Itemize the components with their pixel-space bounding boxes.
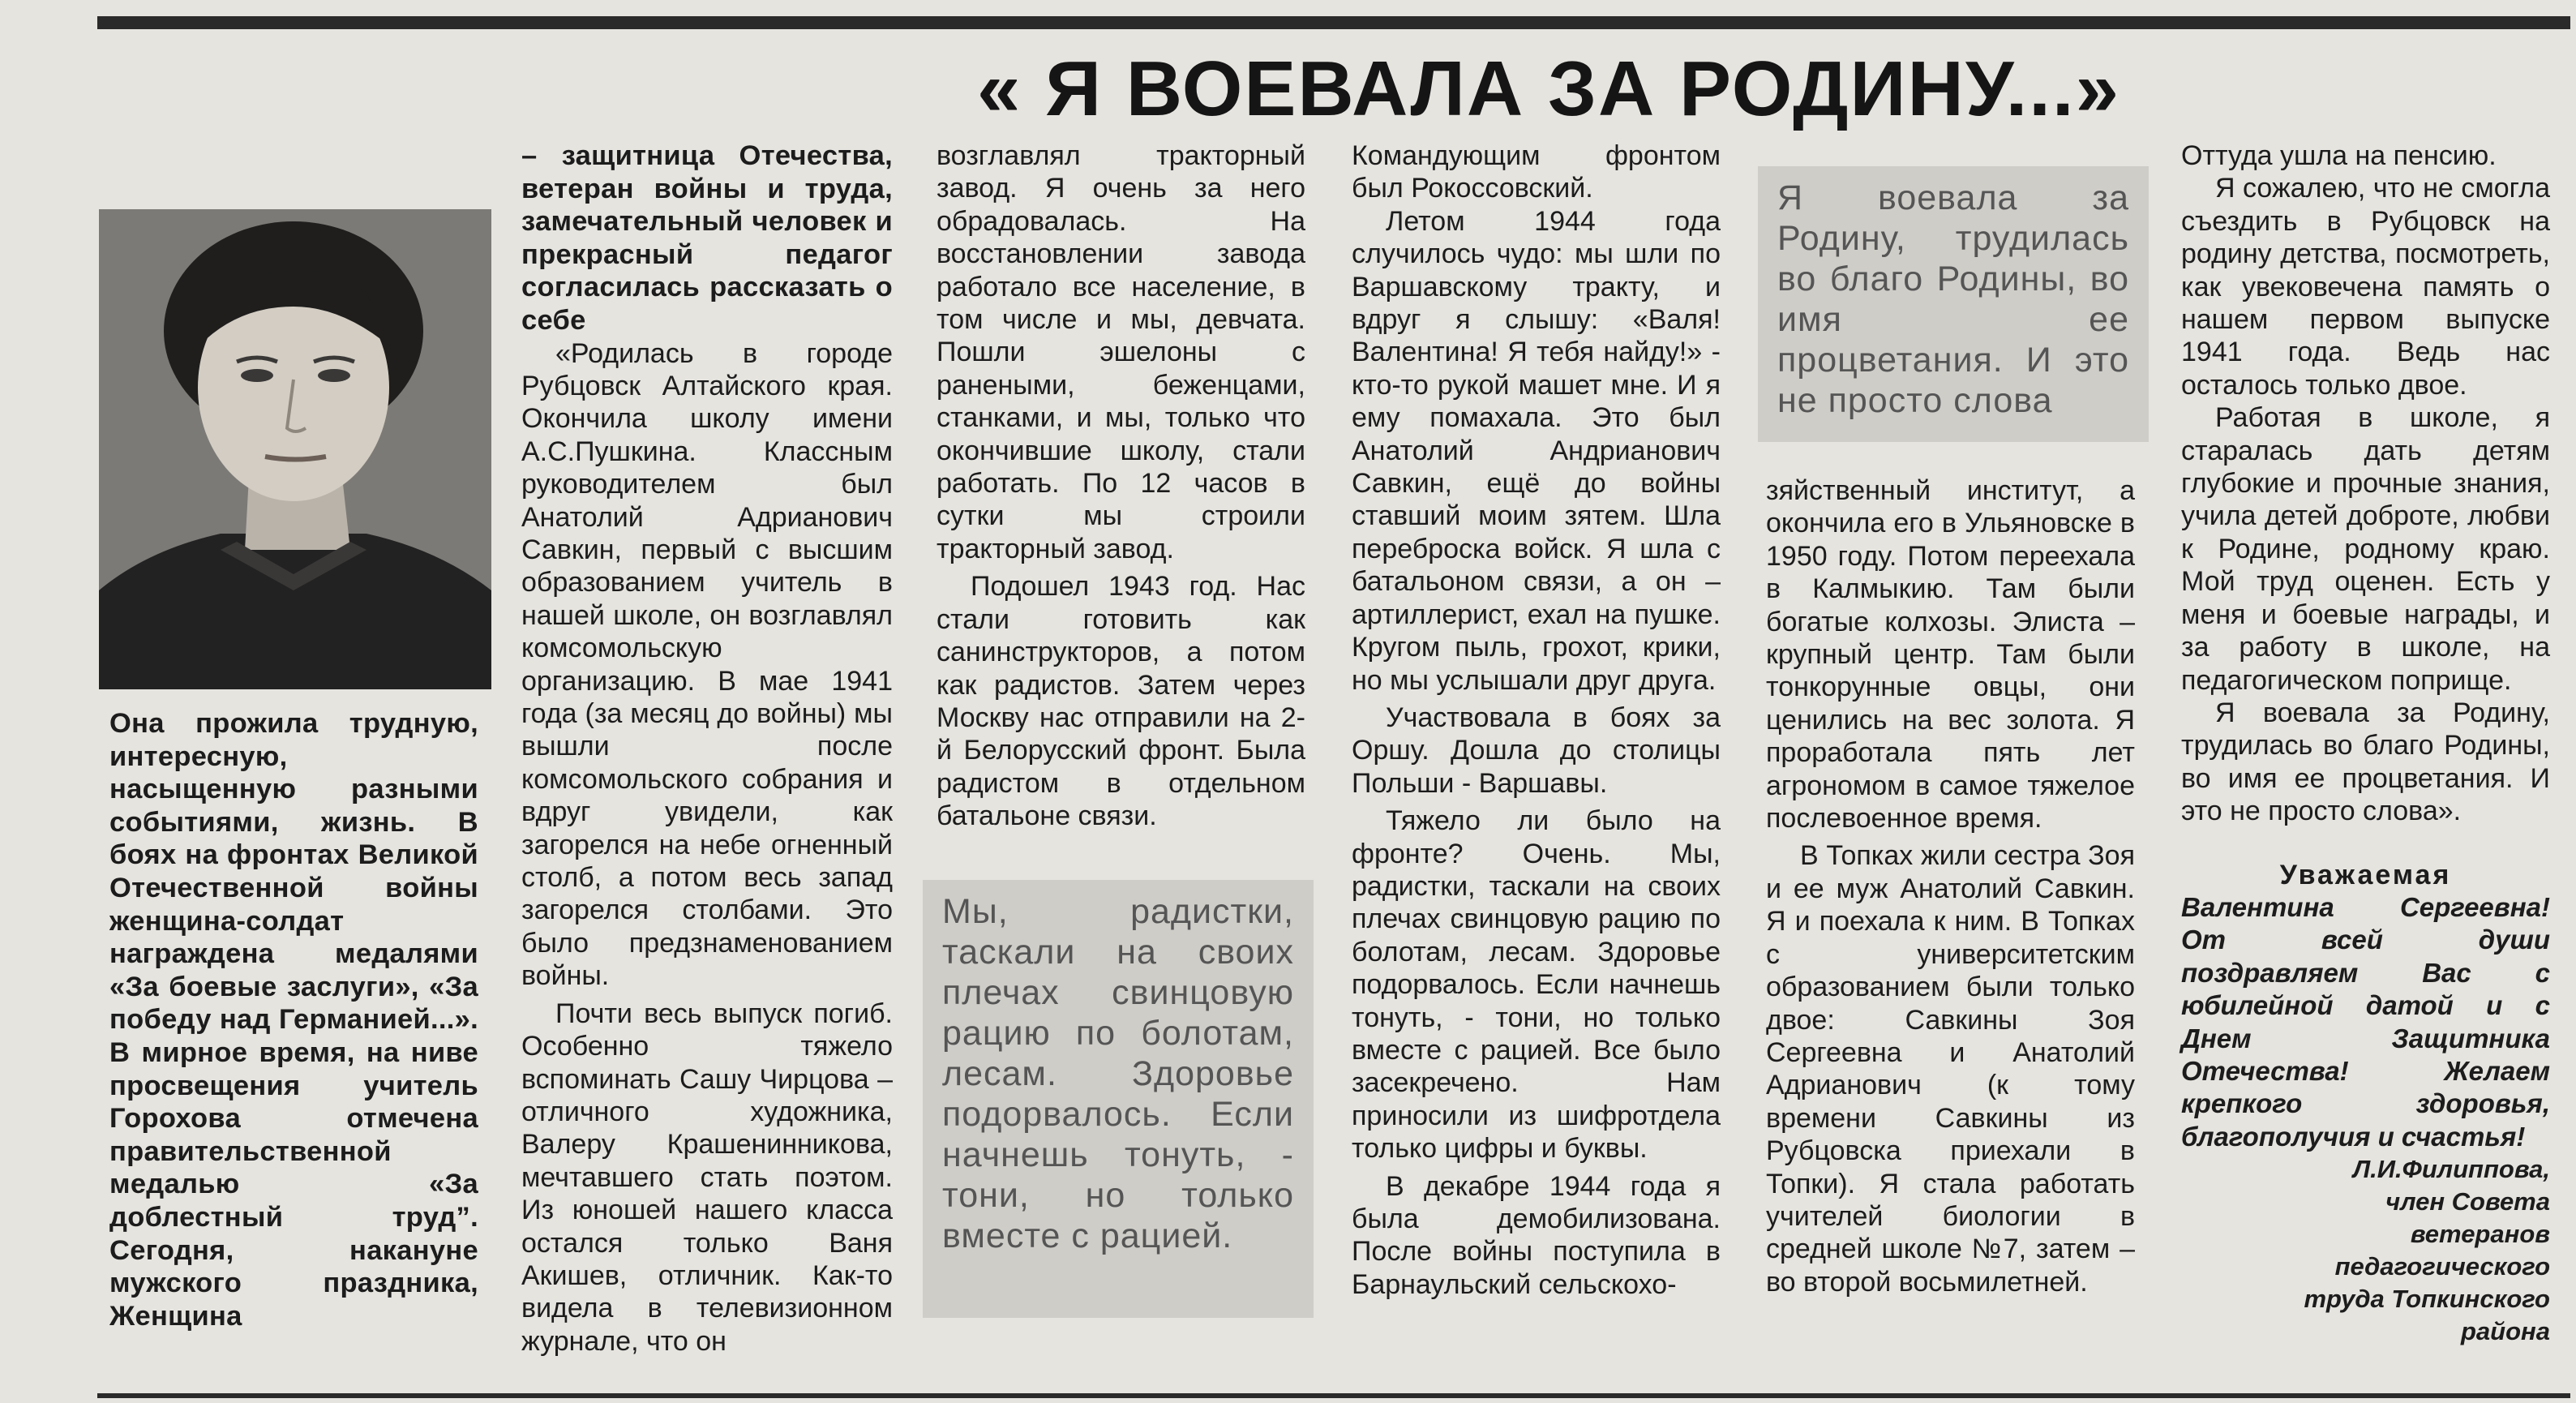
greeting-title: Уважаемая — [2279, 859, 2452, 890]
pull-quote-2: Я воевала за Родину, трудилась во благо Родины, во имя ее процветания. И это не просто слова — [1758, 166, 2149, 442]
column-4 — [1352, 139, 1721, 1301]
portrait-photo — [99, 209, 491, 689]
column-2 — [521, 139, 893, 1358]
paragraph: «Родилась в городе Рубцовск Алтайского края. Окончила школу имени А.С.Пушкина. Классным руководителем был Анатолий Адрианович Савкин, первый с высшим образованием учитель в нашей школе, он возглавлял комсомольскую организацию. В мае 1941 года (за месяц до войны) мы вышли после комсомольского собрания и вдруг увидели, как загорелся на небе огненный столб, а потом весь запад загорелся столбами. Это было предзнаменованием войны. — [521, 337, 893, 992]
paragraph: Участвовала в боях за Оршу. Дошла до столицы Польши - Варшавы. — [1352, 702, 1721, 799]
paragraph: Я воевала за Родину, трудилась во благо Родины, во имя ее процветания. И это не просто слова». — [2181, 697, 2550, 827]
greeting-name: Валентина Сергеевна! — [2181, 891, 2550, 922]
paragraph: В декабре 1944 года я была демобилизована. После войны поступила в Барнаульский сельскохо- — [1352, 1170, 1721, 1300]
paragraph: Подошел 1943 год. Нас стали готовить как санинструкторов, а потом как радистов. Затем через Москву нас отправили на 2-й Белорусский фронт. Была радистом в отдельном батальоне связи. — [937, 571, 1305, 832]
paragraph: Работая в школе, я старалась дать детям глубокие и прочные знания, учила детей доброте, любви к Родине, родному краю. Мой труд оценен. Есть у меня и боевые награды, и за работу в школе, на педагогическом поприще. — [2181, 402, 2550, 696]
paragraph: Тяжело ли было на фронте? Очень. Мы, радистки, таскали на своих плечах свинцовую рацию по болотам, лесам. Здоровье подорвалось. Если начнешь тонуть, - тони, но только вместе с рацией. Все было засекречено. Нам приносили из шифротдела только цифры и буквы. — [1352, 805, 1721, 1165]
paragraph: В Топках жили сестра Зоя и ее муж Анатолий Савкин. Я и поехала к ним. В Топках с университетским образованием были только двое: Савкины Зоя Сергеевна и Анатолий Адрианович (к тому времени Савкины из Рубцовска приехали в Топки). Я стала работать учителей биологии в средней школе №7, затем – во второй восьмилетней. — [1766, 840, 2135, 1298]
paragraph: Летом 1944 года случилось чудо: мы шли по Варшавскому тракту, и вдруг я слышу: «Валя! Валентина! Я тебя найду!» - кто-то рукой машет мне. И я ему помахала. Это был Анатолий Андрианович Савкин, ещё до войны ставший моим зятем. Шла переброска войск. Я шла с батальоном связи, а он – артиллерист, ехал на пушке. Кругом пыль, грохот, крики, но мы услышали друг друга. — [1352, 205, 1721, 696]
signature-role: член Совета ветеранов педагогического труда Топкинского района — [2304, 1187, 2550, 1346]
paragraph: возглавлял тракторный завод. Я очень за него обрадовалась. На восстановлении завода работало все население, в том числе и мы, девчата. Пошли эшелоны с ранеными, беженцами, станками, и мы, только что окончившие школу, стали работать. По 12 часов в сутки мы строили тракторный завод. — [937, 140, 1305, 564]
paragraph: зяйственный институт, а окончила его в Ульяновске в 1950 году. Потом переехала в Калмыкию. Там были богатые колхозы. Элиста – крупный центр. Там были тонкорунные овцы, они ценились на вес золота. Я проработала пять лет агрономом в самое тяжелое послевоенное время. — [1766, 475, 2135, 835]
bottom-rule — [97, 1393, 2570, 1398]
signature-name: Л.И.Филиппова, — [2352, 1155, 2550, 1184]
lead-continuation: – защитница Отечества, ветеран войны и труда, замечательный человек и прекрасный педагог согласилась рассказать о себе — [521, 140, 893, 336]
headline: « Я ВОЕВАЛА ЗА РОДИНУ...» — [977, 45, 2120, 132]
column-3 — [937, 139, 1305, 833]
paragraph: Оттуда ушла на пенсию. — [2181, 140, 2497, 171]
greeting-body: От всей души поздравляем Вас с юбилейной датой и с Днем Защитника Отечества! Желаем крепкого здоровья, благополучия и счастья! — [2181, 925, 2550, 1152]
pull-quote-1: Мы, радистки, таскали на своих плечах свинцовую рацию по болотам, лесам. Здоровье подорвалось. Если начнешь тонуть, - тони, но только вместе с рацией. — [923, 880, 1314, 1318]
column-6 — [2181, 139, 2550, 1348]
paragraph: Почти весь выпуск погиб. Особенно тяжело вспоминать Сашу Чирцова – отличного художника, Валеру Крашенинникова, мечтавшего стать поэтом. Из юношей нашего класса остался только Ваня Акишев, отличник. Как-то видела в телевизионном журнале, что он — [521, 998, 893, 1357]
column-5 — [1766, 474, 2135, 1298]
top-rule — [97, 16, 2570, 29]
paragraph: Я сожалею, что не смогла съездить в Рубцовск на родину детства, посмотреть, как увековечена память о нашем первом выпуске 1941 года. Ведь нас осталось только двое. — [2181, 173, 2550, 401]
paragraph: Командующим фронтом был Рокоссовский. — [1352, 140, 1721, 204]
lead-paragraph: Она прожила трудную, интересную, насыщенную разными событиями, жизнь. В боях на фронтах Великой Отечественной войны женщина-солдат награждена медалями «За боевые заслуги», «За победу над Германией...». В мирное время, на ниве просвещения учитель Горохова отмечена правительственной медалью «За доблестный труд”. Сегодня, накануне мужского праздника, Женщина — [109, 708, 478, 1332]
portrait-illustration — [99, 209, 491, 689]
